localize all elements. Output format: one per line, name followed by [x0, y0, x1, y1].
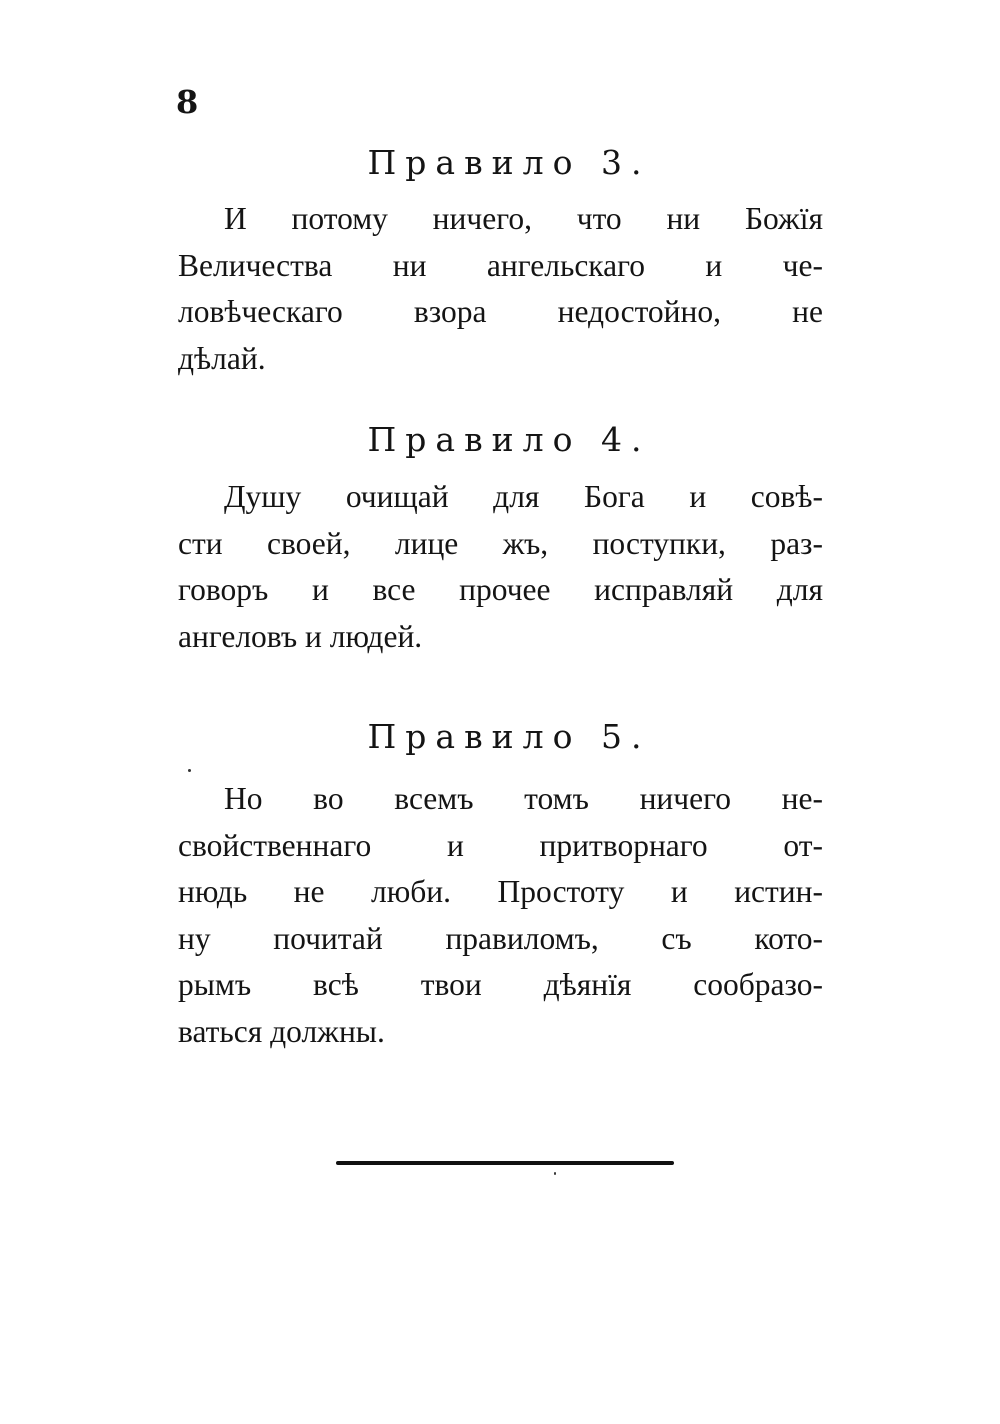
rule-3-heading: Правило 3. — [367, 143, 651, 182]
rule-5-line-3: нюдь не люби. Простоту и истин- — [178, 874, 823, 909]
end-divider-rule — [336, 1161, 674, 1165]
rule-4-line-1: Душу очищай для Бога и совѣ- — [224, 479, 823, 514]
scan-speck — [554, 1172, 556, 1175]
rule-4-line-3: говоръ и все прочее исправляй для — [178, 572, 823, 607]
rule-3-line-4: дѣлай. — [178, 340, 266, 376]
page-number: 8 — [176, 83, 199, 121]
rule-5-line-5: рымъ всѣ твои дѣянїя сообразо- — [178, 967, 823, 1002]
rule-5-line-4: ну почитай правиломъ, съ кото- — [178, 920, 823, 956]
rule-5-body — [178, 776, 823, 1055]
rule-4-body — [178, 474, 823, 660]
rule-4-line-4: ангеловъ и людей. — [178, 618, 423, 654]
rule-3-line-1: И потому ничего, что ни Божїя — [224, 201, 823, 236]
rule-3-body — [178, 196, 823, 382]
rule-5-heading: Правило 5. — [367, 717, 651, 756]
rule-5-line-6: ваться должны. — [178, 1013, 385, 1049]
rule-5-line-1: Но во всемъ томъ ничего не- — [224, 781, 823, 816]
scan-speck — [188, 769, 191, 772]
rule-4-heading: Правило 4. — [367, 420, 651, 459]
rule-3-line-3: ловѣческаго взора недостойно, не — [178, 294, 823, 329]
rule-4-line-2: сти своей, лице жъ, поступки, раз- — [178, 525, 823, 561]
rule-5-line-2: свойственнаго и притворнаго от- — [178, 827, 823, 863]
rule-3-line-2: Величества ни ангельскаго и че- — [178, 247, 823, 283]
